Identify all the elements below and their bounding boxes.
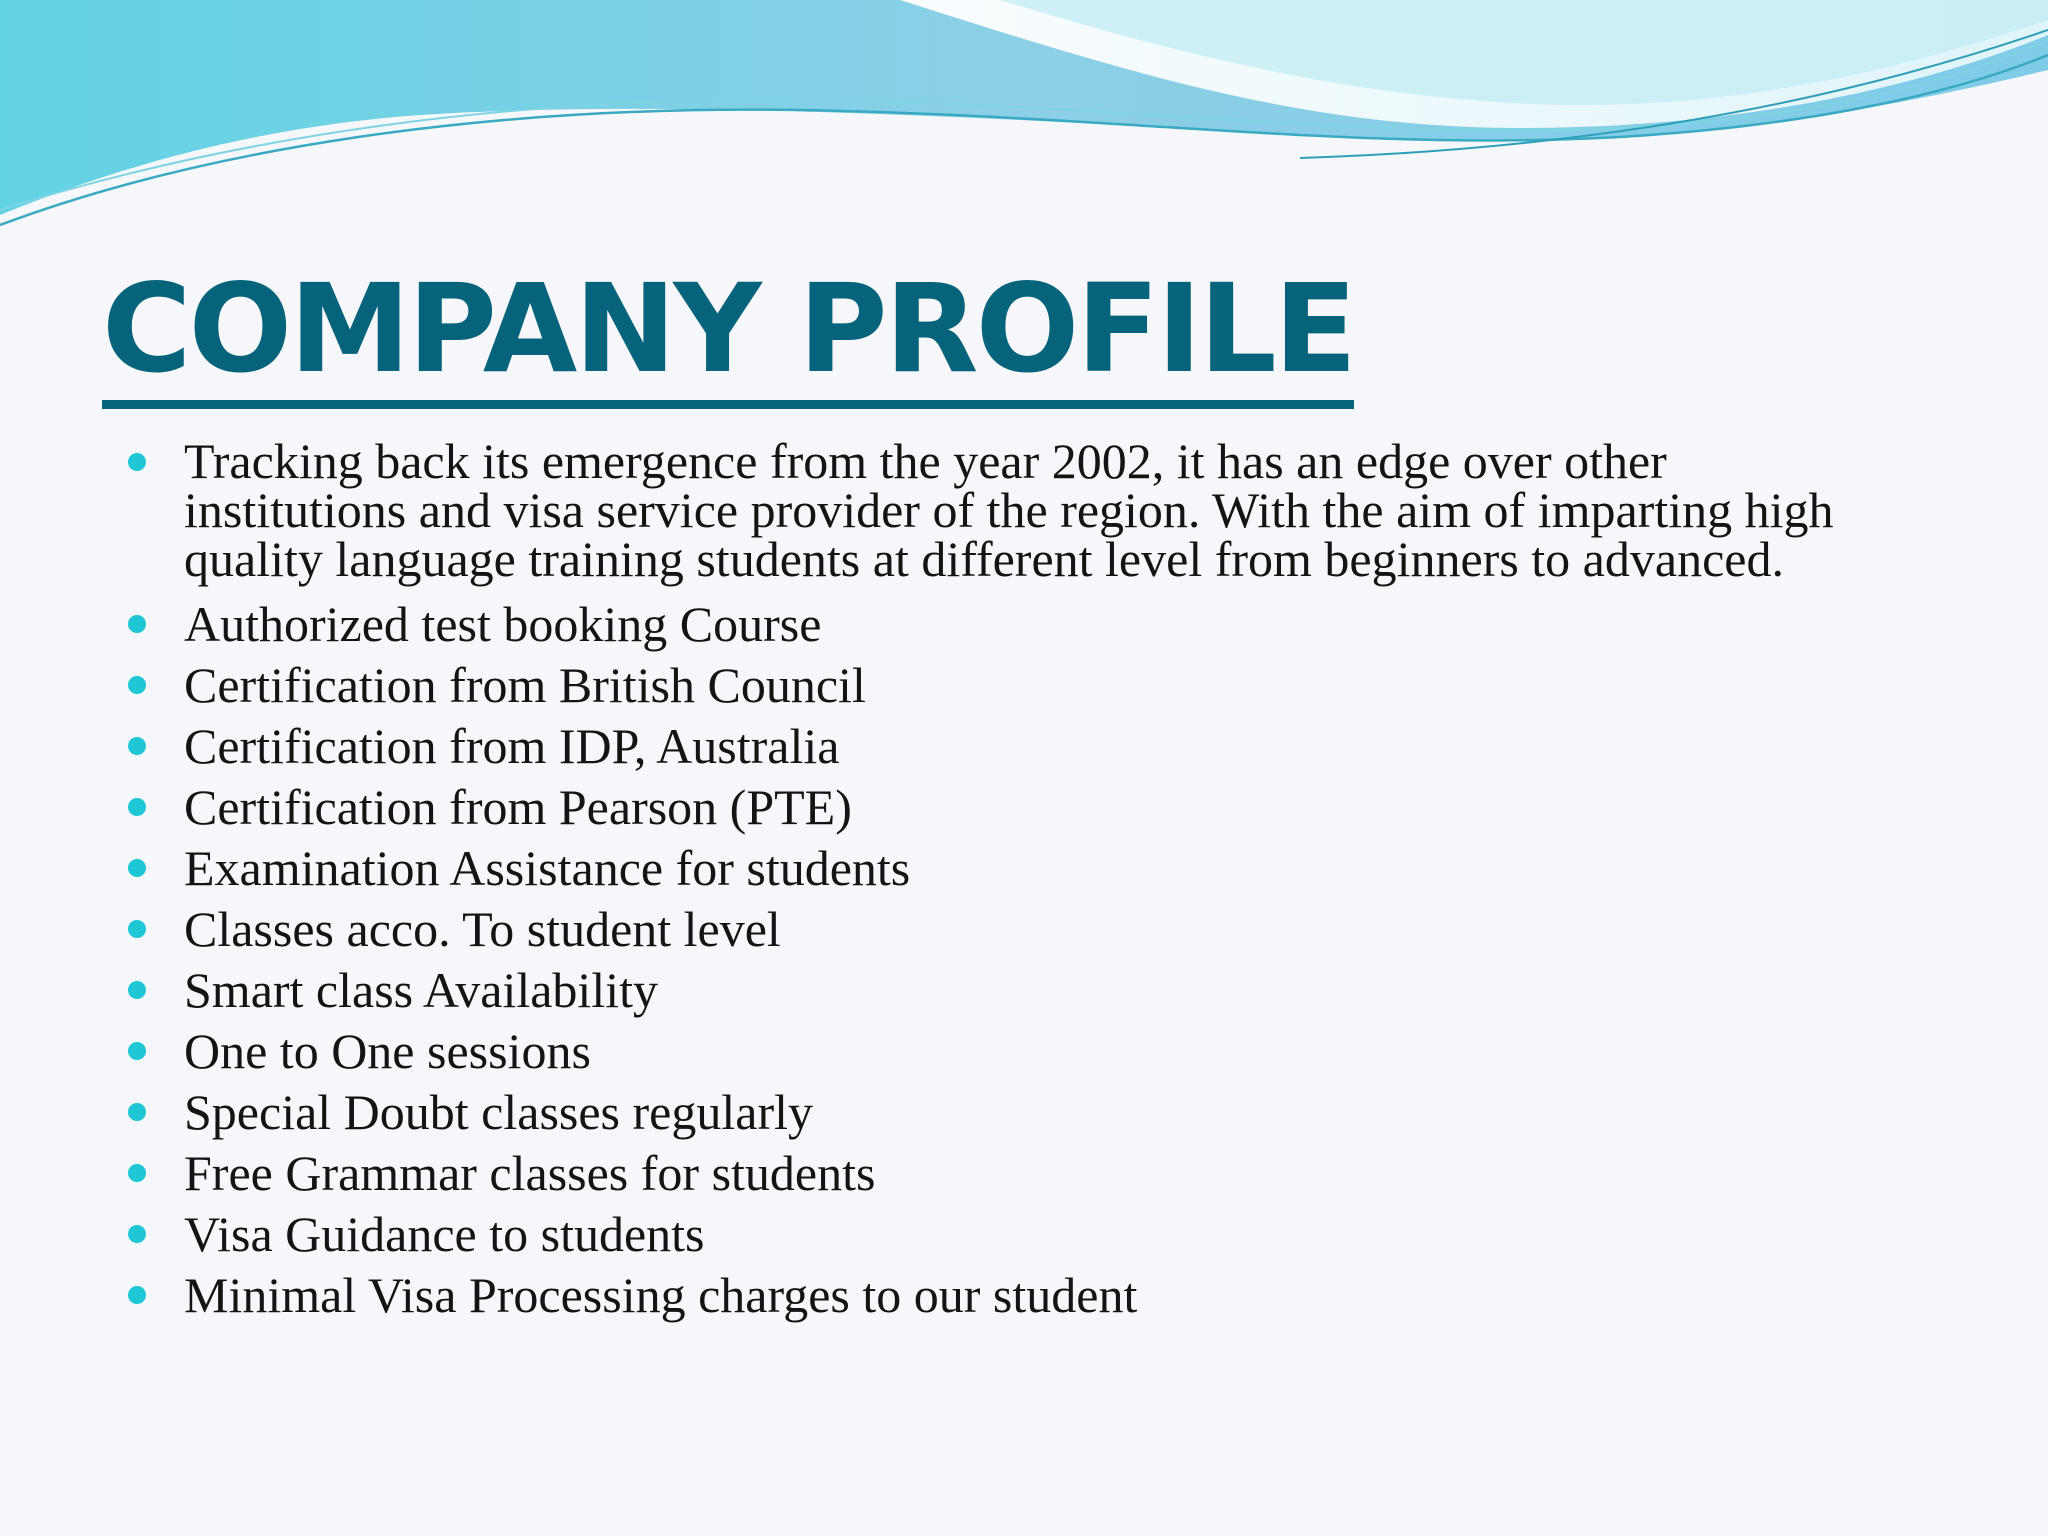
list-item — [128, 1204, 1928, 1265]
bullet-text: Tracking back its emergence from the year 2002, it has an edge over other institutions and visa service provider of the region. With the aim of imparting high quality language training students at different level from beginners to advanced. — [184, 433, 1834, 587]
page-title: COMPANY PROFILE — [102, 268, 1354, 409]
bullet-text: Minimal Visa Processing charges to our student — [184, 1267, 1138, 1323]
bullet-text: Free Grammar classes for students — [184, 1145, 876, 1201]
bullet-dot-icon — [128, 453, 146, 471]
bullet-text: Examination Assistance for students — [184, 840, 911, 896]
bullet-dot-icon — [128, 798, 146, 816]
list-item — [128, 655, 1928, 716]
list-item — [128, 433, 1884, 587]
bullet-dot-icon — [128, 1164, 146, 1182]
list-item — [128, 1143, 1928, 1204]
bullet-dot-icon — [128, 1286, 146, 1304]
list-item — [128, 716, 1928, 777]
bullet-dot-icon — [128, 1042, 146, 1060]
list-item — [128, 777, 1928, 838]
bullet-dot-icon — [128, 1103, 146, 1121]
list-item — [128, 594, 1928, 655]
bullet-text: One to One sessions — [184, 1023, 591, 1079]
bullet-text: Smart class Availability — [184, 962, 658, 1018]
bullet-dot-icon — [128, 920, 146, 938]
bullet-dot-icon — [128, 676, 146, 694]
list-item — [128, 899, 1928, 960]
list-item — [128, 1021, 1928, 1082]
bullet-text: Special Doubt classes regularly — [184, 1084, 813, 1140]
bullet-text: Classes acco. To student level — [184, 901, 781, 957]
bullet-dot-icon — [128, 859, 146, 877]
decorative-wave-header — [0, 0, 2048, 260]
bullet-dot-icon — [128, 981, 146, 999]
list-item — [128, 1265, 1928, 1326]
bullet-dot-icon — [128, 615, 146, 633]
list-item — [128, 960, 1928, 1021]
bullet-dot-icon — [128, 1225, 146, 1243]
bullet-dot-icon — [128, 737, 146, 755]
bullet-list — [128, 433, 1928, 1326]
bullet-text: Visa Guidance to students — [184, 1206, 705, 1262]
bullet-text: Authorized test booking Course — [184, 596, 822, 652]
bullet-text: Certification from Pearson (PTE) — [184, 779, 852, 835]
bullet-text: Certification from IDP, Australia — [184, 718, 840, 774]
list-item — [128, 1082, 1928, 1143]
list-item — [128, 838, 1928, 899]
bullet-text: Certification from British Council — [184, 657, 866, 713]
